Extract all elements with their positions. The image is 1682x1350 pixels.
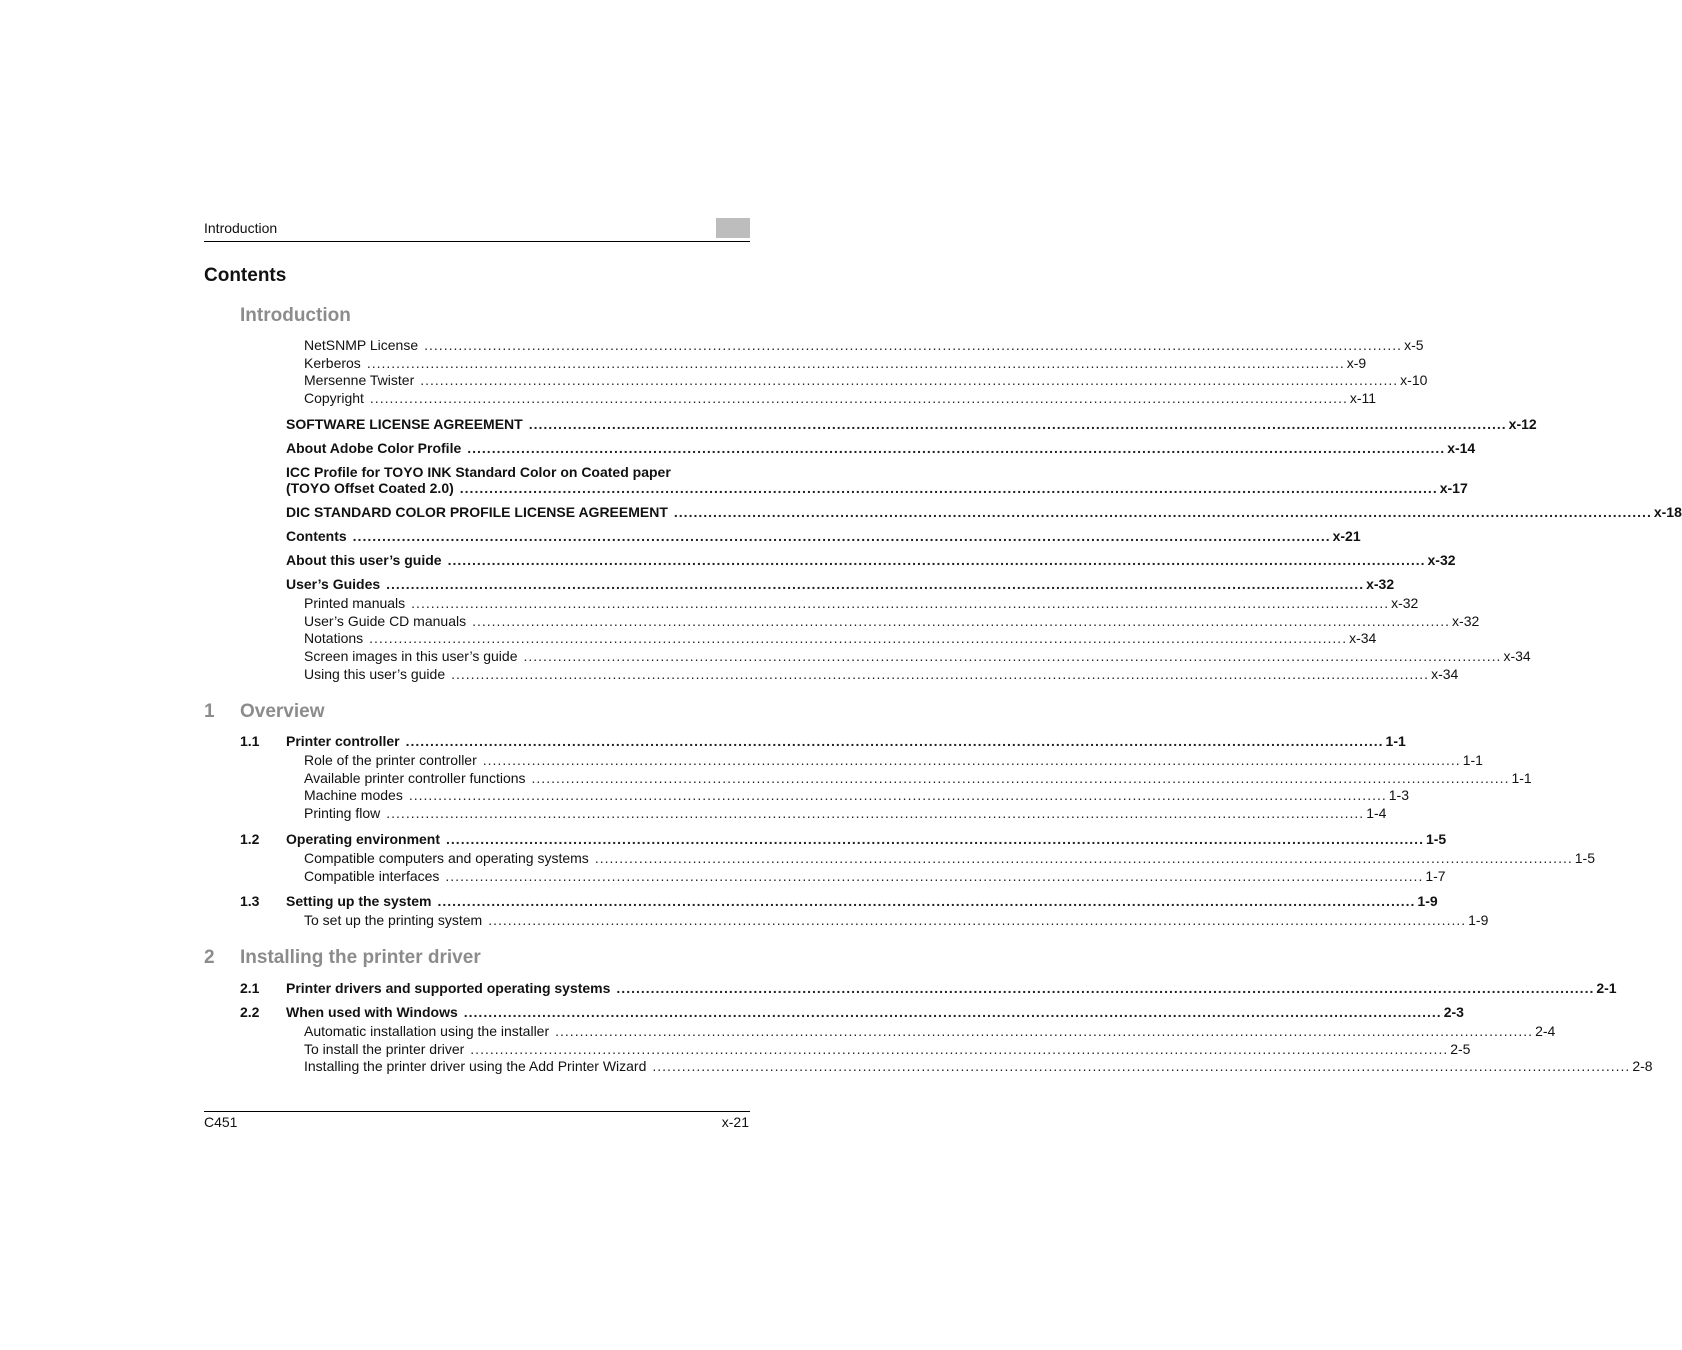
toc-entry-page: 1-9 xyxy=(1417,893,1438,909)
toc-entry-page: x-11 xyxy=(1349,390,1377,406)
toc-section-number: 2.1 xyxy=(240,980,260,996)
dot-leader: ........................................................................................................................................................................................................ xyxy=(594,850,1573,866)
toc-entry-page: x-5 xyxy=(1404,337,1424,353)
toc-entry[interactable] xyxy=(286,440,1476,457)
toc-entry-page: x-14 xyxy=(1447,440,1476,456)
toc-entry[interactable] xyxy=(304,1041,1471,1058)
toc-entry-page: 1-1 xyxy=(1511,770,1532,786)
toc-entry-title: To set up the printing system xyxy=(304,912,483,928)
toc-entry[interactable] xyxy=(304,613,1480,630)
section-title: Installing the printer driver xyxy=(240,947,481,968)
toc-entry[interactable] xyxy=(286,528,1361,545)
toc-entry-title: About Adobe Color Profile xyxy=(286,440,462,456)
toc-entry-page: 1-1 xyxy=(1462,752,1483,768)
toc-entry-page: 1-7 xyxy=(1425,868,1446,884)
section-title: Introduction xyxy=(240,305,351,326)
toc-entry-title: Printing flow xyxy=(304,805,381,821)
dot-leader: ........................................................................................................................................................................................................ xyxy=(369,390,1348,406)
toc-entry-title: Mersenne Twister xyxy=(304,372,415,388)
dot-leader: ........................................................................................................................................................................................................ xyxy=(445,868,1424,884)
toc-entry-title: NetSNMP License xyxy=(304,337,419,353)
toc-section-number: 2.2 xyxy=(240,1004,260,1020)
toc-entry[interactable] xyxy=(304,805,1387,822)
dot-leader: ........................................................................................................................................................................................................ xyxy=(463,1004,1442,1020)
toc-entry[interactable] xyxy=(304,666,1459,683)
dot-leader: ........................................................................................................................................................................................................ xyxy=(555,1023,1534,1039)
toc-section-number: 1.1 xyxy=(240,733,260,749)
dot-leader: ........................................................................................................................................................................................................ xyxy=(528,416,1507,432)
toc-entry-page: x-32 xyxy=(1452,613,1480,629)
dot-leader: ........................................................................................................................................................................................................ xyxy=(386,576,1365,592)
toc-entry[interactable] xyxy=(304,850,1595,867)
toc-entry-title: User’s Guide CD manuals xyxy=(304,613,467,629)
dot-leader: ........................................................................................................................................................................................................ xyxy=(447,552,1426,568)
toc-entry-title-line1[interactable]: ICC Profile for TOYO INK Standard Color on Coated paper xyxy=(286,464,671,480)
toc-entry-title: Setting up the system xyxy=(286,893,432,909)
dot-leader: ........................................................................................................................................................................................................ xyxy=(451,666,1430,682)
toc-entry-page: x-10 xyxy=(1400,372,1428,388)
toc-entry[interactable] xyxy=(286,893,1438,910)
toc-entry[interactable] xyxy=(304,648,1531,665)
toc-entry-title: Machine modes xyxy=(304,787,403,803)
toc-section-number: 1.2 xyxy=(240,831,260,847)
toc-entry-title: Installing the printer driver using the Add Printer Wizard xyxy=(304,1058,647,1074)
toc-entry-title: Contents xyxy=(286,528,347,544)
running-header: Introduction xyxy=(204,220,278,236)
toc-entry[interactable] xyxy=(304,595,1419,612)
section-title: Overview xyxy=(240,701,325,722)
toc-entry-title: Notations xyxy=(304,630,364,646)
toc-entry[interactable] xyxy=(304,390,1377,407)
toc-entry-page: x-17 xyxy=(1439,480,1468,496)
dot-leader: ........................................................................................................................................................................................................ xyxy=(411,595,1390,611)
toc-entry-page: 2-1 xyxy=(1596,980,1617,996)
toc-entry-title: Compatible interfaces xyxy=(304,868,440,884)
toc-entry-page: x-18 xyxy=(1653,504,1682,520)
section-number: 1 xyxy=(204,701,215,722)
toc-entry[interactable] xyxy=(286,552,1456,569)
dot-leader: ........................................................................................................................................................................................................ xyxy=(482,752,1461,768)
toc-entry[interactable] xyxy=(286,733,1406,750)
toc-entry-page: x-9 xyxy=(1346,355,1367,371)
toc-entry-page: x-21 xyxy=(1332,528,1361,544)
toc-entry-page: 1-5 xyxy=(1574,850,1595,866)
toc-entry-page: 2-3 xyxy=(1443,1004,1464,1020)
dot-leader: ........................................................................................................................................................................................................ xyxy=(488,912,1467,928)
dot-leader: ........................................................................................................................................................................................................ xyxy=(369,630,1348,646)
dot-leader: ........................................................................................................................................................................................................ xyxy=(446,831,1424,847)
toc-entry-title: Automatic installation using the installer xyxy=(304,1023,550,1039)
toc-entry-page: 1-1 xyxy=(1385,733,1406,749)
toc-entry-page: x-12 xyxy=(1508,416,1537,432)
toc-entry[interactable] xyxy=(304,752,1483,769)
toc-entry-title: Copyright xyxy=(304,390,364,406)
dot-leader: ........................................................................................................................................................................................................ xyxy=(408,787,1387,803)
footer-page-number: x-21 xyxy=(721,1114,749,1130)
dot-leader: ........................................................................................................................................................................................................ xyxy=(673,504,1652,520)
toc-entry-page: x-34 xyxy=(1431,666,1459,682)
toc-entry[interactable] xyxy=(304,1058,1653,1075)
toc-entry-title: Role of the printer controller xyxy=(304,752,477,768)
footer-rule xyxy=(204,1111,750,1112)
toc-entry[interactable] xyxy=(286,576,1395,593)
toc-entry-page: 1-3 xyxy=(1388,787,1409,803)
toc-entry-title: Printer drivers and supported operating systems xyxy=(286,980,611,996)
dot-leader: ........................................................................................................................................................................................................ xyxy=(386,805,1365,821)
header-rule xyxy=(204,241,750,242)
dot-leader: ........................................................................................................................................................................................................ xyxy=(470,1041,1449,1057)
toc-entry[interactable] xyxy=(304,912,1489,929)
dot-leader: ........................................................................................................................................................................................................ xyxy=(437,893,1416,909)
dot-leader: ........................................................................................................................................................................................................ xyxy=(523,648,1502,664)
toc-entry-page: x-34 xyxy=(1349,630,1377,646)
dot-leader: ........................................................................................................................................................................................................ xyxy=(420,372,1399,388)
toc-entry-page: 1-9 xyxy=(1468,912,1489,928)
toc-entry-title: User’s Guides xyxy=(286,576,381,592)
toc-entry-title: (TOYO Offset Coated 2.0) xyxy=(286,480,454,496)
toc-entry[interactable] xyxy=(286,504,1682,521)
toc-entry-page: x-32 xyxy=(1427,552,1456,568)
toc-entry[interactable] xyxy=(286,980,1617,997)
footer-model: C451 xyxy=(204,1114,238,1130)
toc-entry-title: Available printer controller functions xyxy=(304,770,526,786)
dot-leader: ........................................................................................................................................................................................................ xyxy=(352,528,1331,544)
dot-leader: ........................................................................................................................................................................................................ xyxy=(472,613,1451,629)
dot-leader: ........................................................................................................................................................................................................ xyxy=(467,440,1446,456)
toc-entry[interactable] xyxy=(304,1023,1556,1040)
toc-entry-title: SOFTWARE LICENSE AGREEMENT xyxy=(286,416,523,432)
toc-entry-page: 2-5 xyxy=(1450,1041,1471,1057)
dot-leader: ........................................................................................................................................................................................................ xyxy=(652,1058,1631,1074)
toc-entry[interactable] xyxy=(286,1004,1464,1021)
dot-leader: ........................................................................................................................................................................................................ xyxy=(405,733,1384,749)
dot-leader: ........................................................................................................................................................................................................ xyxy=(616,980,1595,996)
toc-entry-title: To install the printer driver xyxy=(304,1041,465,1057)
toc-entry-title: DIC STANDARD COLOR PROFILE LICENSE AGREEMENT xyxy=(286,504,668,520)
toc-section-number: 1.3 xyxy=(240,893,260,909)
toc-entry-title: Using this user’s guide xyxy=(304,666,446,682)
toc-entry[interactable] xyxy=(286,480,1468,497)
toc-entry[interactable] xyxy=(286,831,1447,848)
toc-entry-title: Operating environment xyxy=(286,831,441,847)
page-title: Contents xyxy=(204,265,287,286)
toc-entry[interactable] xyxy=(304,868,1446,885)
section-number: 2 xyxy=(204,947,215,968)
toc-entry-title: About this user’s guide xyxy=(286,552,442,568)
toc-entry-title: Compatible computers and operating systems xyxy=(304,850,589,866)
toc-entry-page: x-34 xyxy=(1503,648,1531,664)
toc-entry-page: 1-5 xyxy=(1425,831,1447,847)
toc-entry-title: Screen images in this user’s guide xyxy=(304,648,518,664)
dot-leader: ........................................................................................................................................................................................................ xyxy=(424,337,1403,353)
toc-entry-title: Printed manuals xyxy=(304,595,406,611)
toc-entry-page: 2-8 xyxy=(1632,1058,1653,1074)
toc-entry-page: x-32 xyxy=(1391,595,1419,611)
toc-entry-page: x-32 xyxy=(1366,576,1395,592)
dot-leader: ........................................................................................................................................................................................................ xyxy=(366,355,1345,371)
toc-entry-page: 2-4 xyxy=(1535,1023,1556,1039)
dot-leader: ........................................................................................................................................................................................................ xyxy=(531,770,1510,786)
toc-entry[interactable] xyxy=(304,372,1428,389)
toc-entry-title: When used with Windows xyxy=(286,1004,458,1020)
header-tab-marker xyxy=(716,218,750,238)
toc-entry-page: 1-4 xyxy=(1366,805,1387,821)
toc-entry[interactable] xyxy=(304,337,1424,354)
toc-entry[interactable] xyxy=(286,416,1537,433)
toc-entry[interactable] xyxy=(304,787,1409,804)
toc-entry[interactable] xyxy=(304,770,1532,787)
dot-leader: ........................................................................................................................................................................................................ xyxy=(459,480,1438,496)
toc-entry-title: Printer controller xyxy=(286,733,400,749)
toc-entry[interactable] xyxy=(304,355,1367,372)
toc-entry[interactable] xyxy=(304,630,1377,647)
toc-entry-title: Kerberos xyxy=(304,355,361,371)
